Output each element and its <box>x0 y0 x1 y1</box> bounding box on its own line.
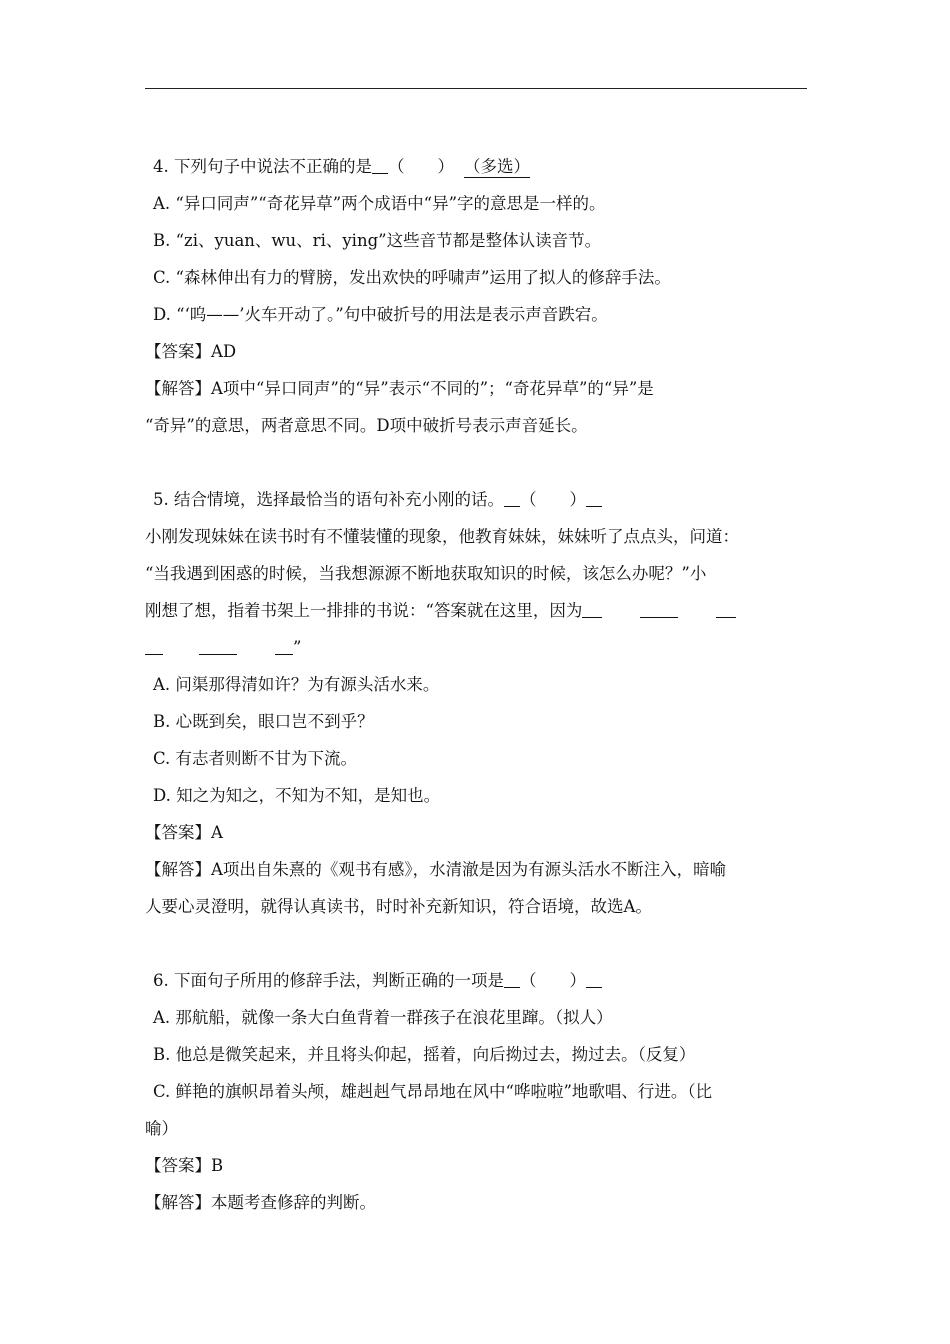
q4-blank-1 <box>372 155 388 174</box>
document-body <box>145 148 815 1221</box>
q6-blank-1 <box>504 969 520 988</box>
q5-analysis-line-1: 【解答】A项出自朱熹的《观书有感》，水清澈是因为有源头活水不断注入，暗喻 <box>145 860 727 879</box>
q5-option-b: B. 心既到矣，眼口岂不到乎？ <box>153 712 374 731</box>
q6-stem: 6. 下面句子所用的修辞手法，判断正确的一项是 （ ） <box>145 962 815 999</box>
q6-blank-2 <box>586 969 602 988</box>
q5-option-c: C. 有志者则断不甘为下流。 <box>153 749 358 768</box>
q5-blank-1 <box>504 488 520 507</box>
q6-option-a: A. 那航船，就像一条大白鱼背着一群孩子在浪花里蹿。（拟人） <box>153 1008 613 1027</box>
q4-analysis-line-1: 【解答】A项中“异口同声”的“异”表示“不同的”；“奇花异草”的“异”是 <box>145 379 654 398</box>
q5-fill-blank <box>582 599 602 618</box>
q6-option-b: B. 他总是微笑起来，并且将头仰起，摇着，向后拗过去，拗过去。（反复） <box>153 1045 696 1064</box>
q6-option-c-wrap: 喻） <box>145 1119 178 1138</box>
q5-option-a: A. 问渠那得清如许？为有源头活水来。 <box>153 675 440 694</box>
q5-context-line-4: ” <box>145 629 815 666</box>
q6-option-c: C. 鲜艳的旗帜昂着头颅，雄赳赳气昂昂地在风中“哗啦啦”地歌唱、行进。（比 <box>153 1082 713 1101</box>
q5-blank-2 <box>586 488 602 507</box>
header-rule <box>145 88 807 89</box>
q5-analysis-line-2: 人要心灵澄明，就得认真读书，时时补充新知识，符合语境，故选A。 <box>145 897 652 916</box>
q4-answer: 【答案】AD <box>145 342 237 361</box>
q4-option-a: A. “异口同声”“奇花异草”两个成语中“异”字的意思是一样的。 <box>153 194 606 213</box>
q5-option-d: D. 知之为知之，不知为不知，是知也。 <box>153 786 441 805</box>
q4-multi-select-tag: （多选） <box>464 157 530 176</box>
q5-stem: 5. 结合情境，选择最恰当的语句补充小刚的话。 （ ） <box>145 481 815 518</box>
q4-analysis-line-2: “奇异”的意思，两者意思不同。D项中破折号表示声音延长。 <box>145 416 588 435</box>
q6-answer: 【答案】B <box>145 1156 224 1175</box>
q4-stem: 4. 下列句子中说法不正确的是 （ ） （多选） <box>153 157 530 176</box>
q5-context-line-3: 刚想了想，指着书架上一排排的书说：“答案就在这里，因为 <box>145 592 815 629</box>
q5-context-line-2: “当我遇到困惑的时候，当我想源源不断地获取知识的时候，该怎么办呢？”小 <box>145 564 707 583</box>
q4-option-c: C. “森林伸出有力的臂膀，发出欢快的呼啸声”运用了拟人的修辞手法。 <box>153 268 671 287</box>
q5-context-line-1: 小刚发现妹妹在读书时有不懂装懂的现象，他教育妹妹，妹妹听了点点头，问道： <box>145 527 739 546</box>
q5-answer: 【答案】A <box>145 823 223 842</box>
q4-option-b: B. “zi、yuan、wu、ri、ying”这些音节都是整体认读音节。 <box>153 231 602 250</box>
q6-analysis-line-1: 【解答】本题考查修辞的判断。 <box>145 1193 376 1212</box>
q4-option-d: D. “‘呜——’火车开动了。”句中破折号的用法是表示声音跌宕。 <box>153 305 608 324</box>
